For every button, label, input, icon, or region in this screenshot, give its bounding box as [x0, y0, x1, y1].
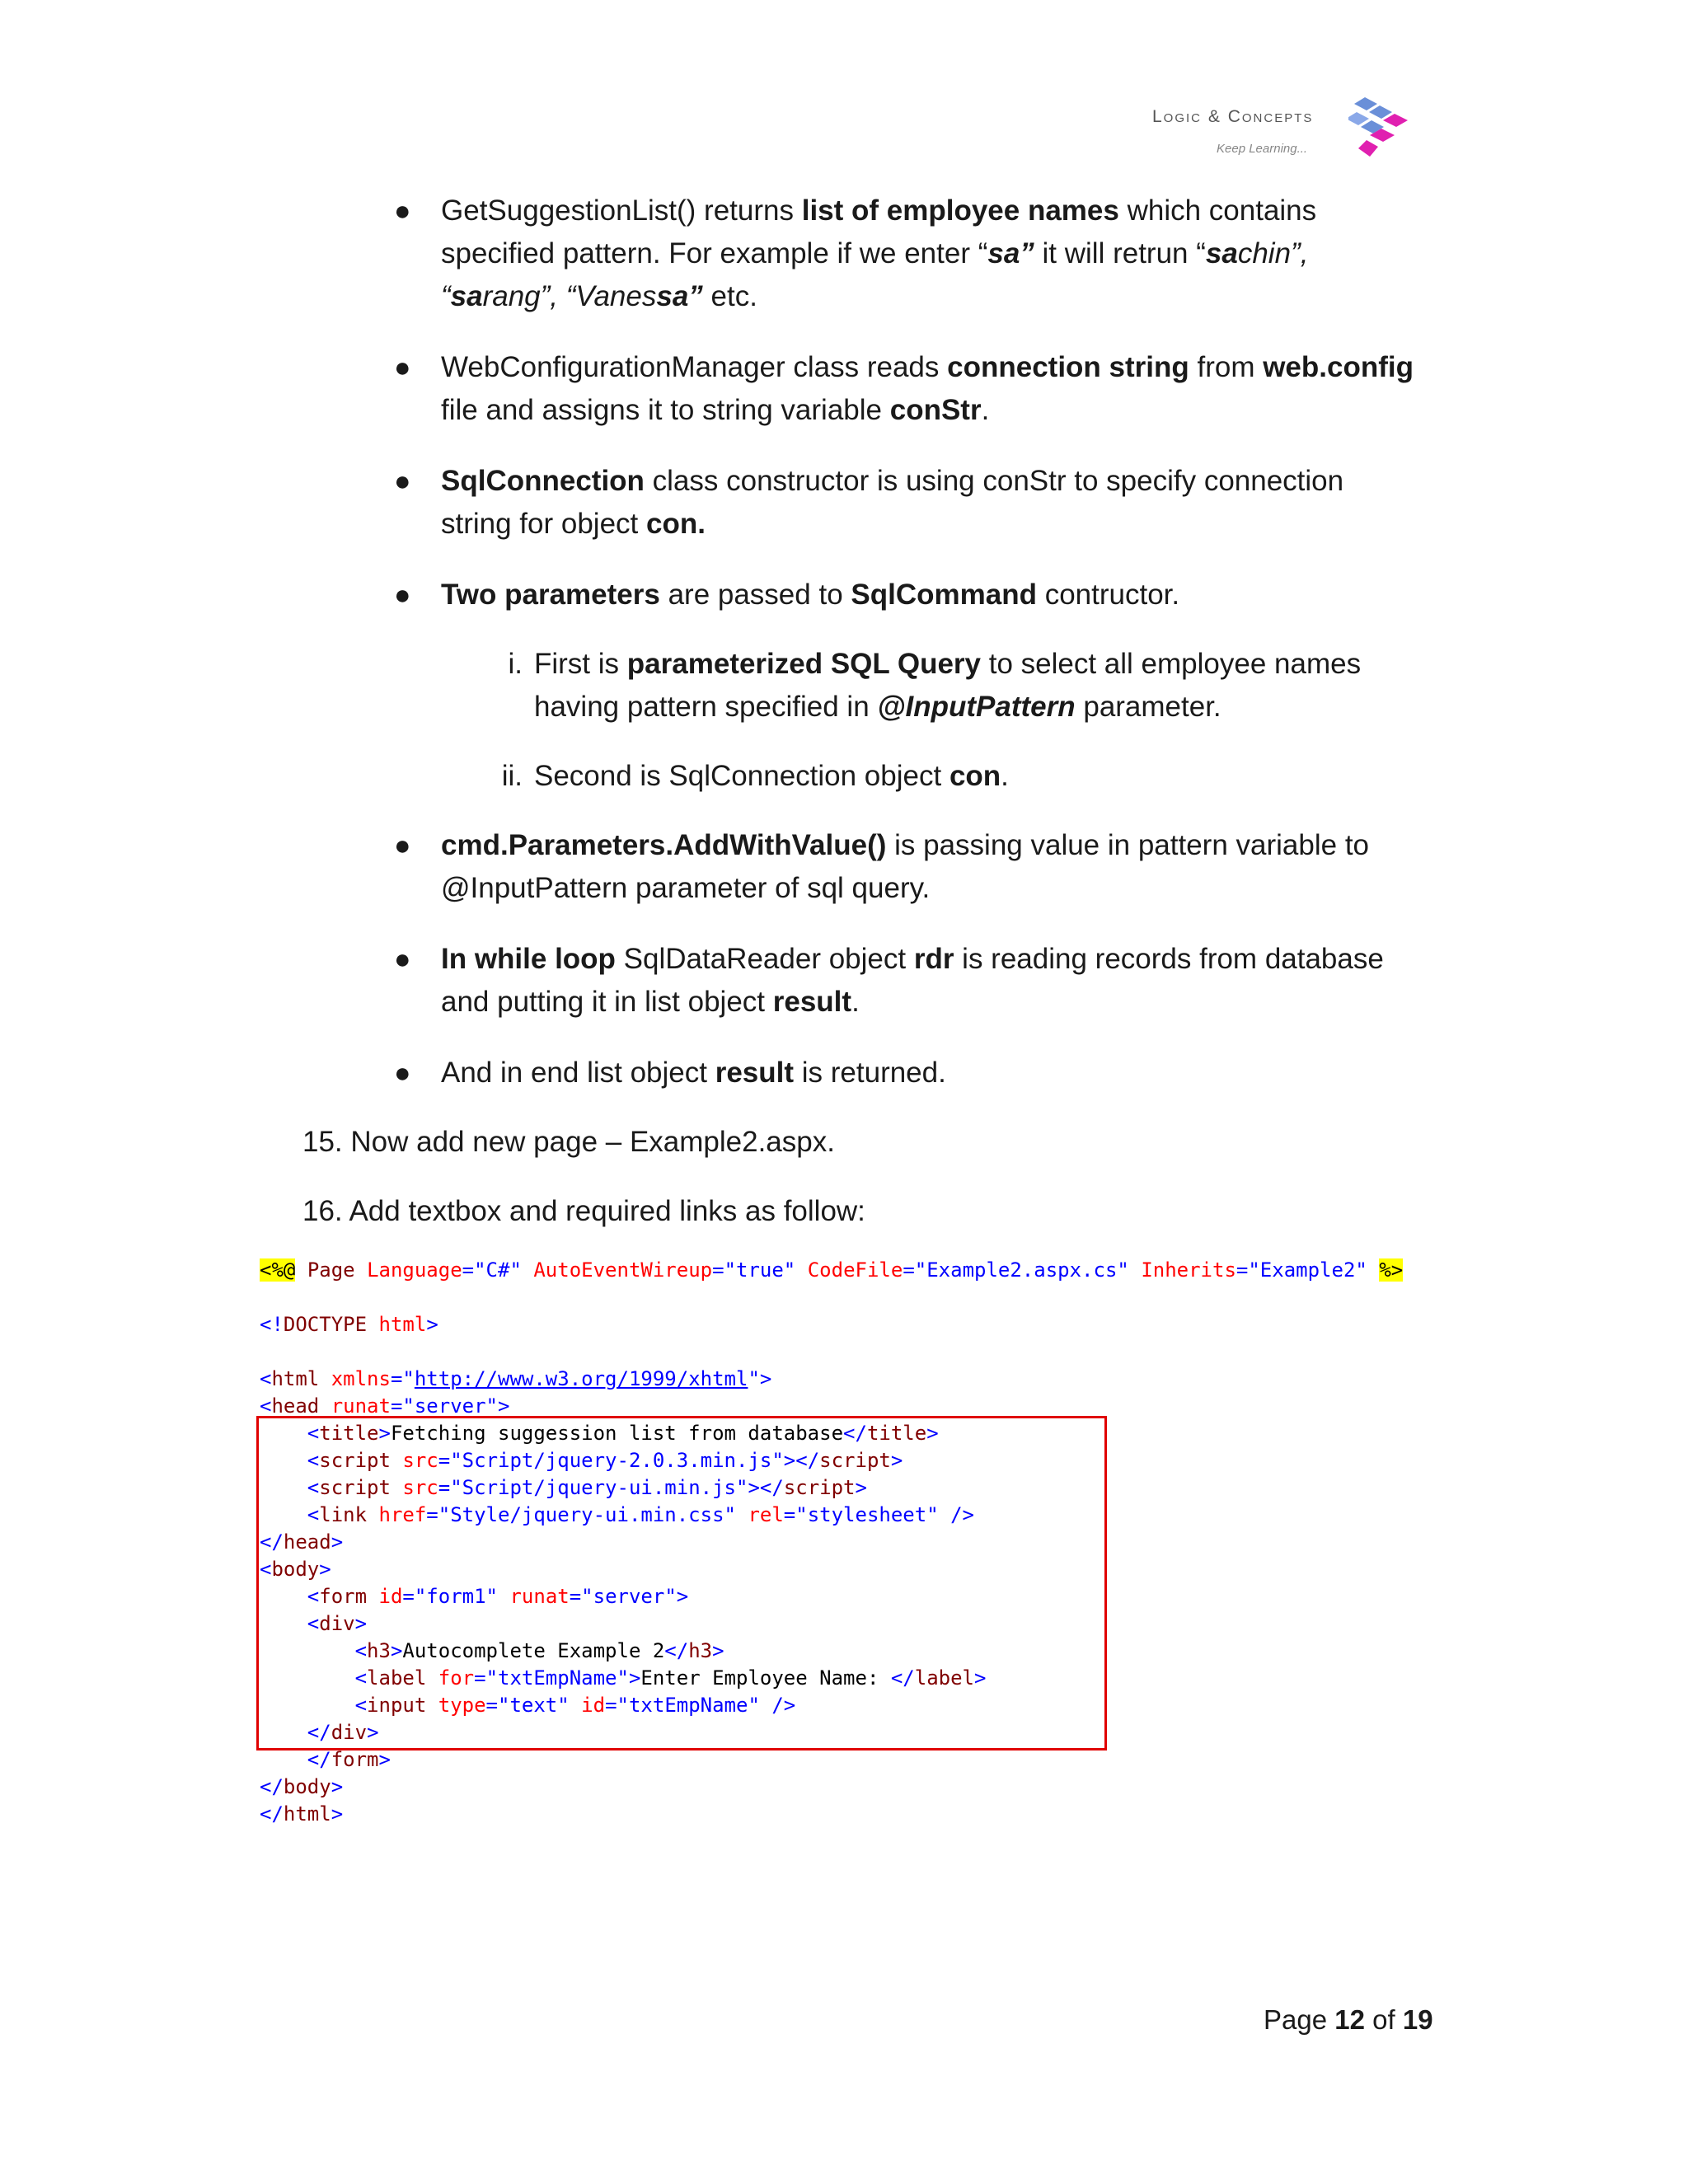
code-token: > — [378, 1748, 391, 1771]
code-token: > — [331, 1530, 344, 1554]
page-footer — [1264, 2004, 1433, 2036]
text-run: rang”, “Vanes — [482, 280, 657, 312]
code-line — [260, 1366, 1414, 1393]
code-token — [319, 1367, 331, 1390]
code-token: </ — [260, 1530, 284, 1554]
code-token: = — [438, 1449, 451, 1472]
code-token: "Style/jquery-ui.min.css" — [438, 1503, 736, 1526]
code-token: "form1" — [414, 1585, 499, 1608]
code-token: = — [390, 1394, 403, 1418]
text-run: it will retrun “ — [1034, 237, 1206, 269]
code-token: < — [354, 1694, 368, 1717]
code-token: > — [331, 1775, 344, 1798]
code-token: > — [628, 1666, 641, 1690]
text-run: file and assigns it to string variable — [441, 394, 890, 426]
code-token: CodeFile — [807, 1258, 903, 1282]
bullet-item — [394, 190, 1422, 318]
text-run: SqlConnection — [441, 465, 645, 497]
code-token: Language — [367, 1258, 462, 1282]
code-token: > — [354, 1612, 368, 1635]
code-token: > — [498, 1394, 510, 1418]
bullet-item — [394, 938, 1422, 1024]
bullet-dot-icon: ● — [394, 352, 411, 383]
code-token: src — [402, 1476, 438, 1499]
code-token: <! — [260, 1313, 284, 1336]
code-token: label — [367, 1666, 427, 1690]
code-token: "txtEmpName" — [617, 1694, 760, 1717]
code-token: </ — [260, 1802, 284, 1825]
code-token: </ — [260, 1775, 284, 1798]
code-token: = — [1236, 1258, 1249, 1282]
code-token: > — [331, 1802, 344, 1825]
code-token: script — [819, 1449, 891, 1472]
text-run: class constructor is using conStr to specify connection string for object — [441, 465, 1344, 540]
code-token: > — [759, 1367, 772, 1390]
page-total: 19 — [1402, 2004, 1433, 2035]
code-token: Enter Employee Name: — [640, 1666, 891, 1690]
page-of-label: of — [1372, 2004, 1395, 2035]
code-token: "server" — [581, 1585, 677, 1608]
code-token — [1129, 1258, 1141, 1282]
bullet-dot-icon: ● — [394, 1057, 411, 1089]
code-token: script — [783, 1476, 856, 1499]
code-token: ></ — [783, 1449, 820, 1472]
text-run: . — [851, 986, 860, 1018]
bullet-dot-icon: ● — [394, 830, 411, 861]
code-token: form — [319, 1585, 368, 1608]
code-token — [260, 1748, 307, 1771]
code-token: < — [307, 1503, 320, 1526]
sub-item — [508, 643, 1424, 729]
numbered-step: 15. Now add new page – Example2.aspx. — [302, 1126, 835, 1158]
text-run: chin”, “ — [441, 237, 1309, 312]
text-run: contructor. — [1036, 579, 1180, 611]
code-token: "Example2" — [1248, 1258, 1367, 1282]
bullet-dot-icon: ● — [394, 195, 411, 227]
code-token: "true" — [724, 1258, 796, 1282]
code-token: body — [271, 1558, 320, 1581]
code-token: /> — [759, 1694, 796, 1717]
code-token: = — [402, 1585, 415, 1608]
text-run: First is — [534, 648, 627, 680]
text-run: which contains specified pattern. For example if we enter “ — [441, 194, 1317, 269]
code-token — [367, 1313, 378, 1336]
text-run: SqlCommand — [851, 579, 1037, 611]
text-run: connection string — [947, 351, 1189, 383]
code-token: script — [319, 1476, 391, 1499]
bullet-item — [394, 824, 1422, 910]
code-token: < — [307, 1449, 320, 1472]
code-token: "stylesheet" — [795, 1503, 939, 1526]
code-token: body — [283, 1775, 331, 1798]
code-line — [260, 1774, 1414, 1801]
text-run: is passing value in pattern variable to @InputPattern parameter of sql query. — [441, 829, 1370, 904]
code-token: "Script/jquery-2.0.3.min.js" — [450, 1449, 784, 1472]
code-token: title — [866, 1422, 927, 1445]
code-token: label — [914, 1666, 974, 1690]
code-line — [260, 1338, 1414, 1366]
code-token: html — [283, 1802, 331, 1825]
code-token: ></ — [748, 1476, 784, 1499]
text-run: list of employee names — [801, 194, 1119, 227]
text-run: result — [715, 1057, 795, 1089]
code-token: id — [581, 1694, 606, 1717]
code-line — [260, 1284, 1414, 1311]
code-line — [260, 1801, 1414, 1828]
code-token: <%@ — [260, 1258, 296, 1282]
text-run: is reading records from database and putting it in list object — [441, 943, 1384, 1018]
code-token: src — [402, 1449, 438, 1472]
bullet-item — [394, 574, 1422, 616]
logo-text: Logic & Concepts — [1152, 107, 1314, 126]
sub-item-number: ii. — [501, 760, 523, 792]
code-token — [295, 1258, 307, 1282]
code-token — [355, 1258, 367, 1282]
code-token: < — [260, 1558, 272, 1581]
bullet-item — [394, 1052, 1422, 1094]
code-token: "server" — [402, 1394, 498, 1418]
code-token: = — [462, 1258, 475, 1282]
code-token: = — [783, 1503, 796, 1526]
code-token: < — [307, 1476, 320, 1499]
bullet-item — [394, 460, 1422, 546]
code-token: = — [712, 1258, 724, 1282]
code-token: xmlns — [331, 1367, 391, 1390]
code-token: "C#" — [474, 1258, 522, 1282]
text-run: sa” — [987, 237, 1034, 269]
code-token: html — [378, 1313, 427, 1336]
text-run: to select all employee names having pattern specified in — [534, 648, 1362, 723]
code-token: head — [283, 1530, 331, 1554]
code-token: " — [748, 1367, 760, 1390]
code-token: Page — [307, 1258, 355, 1282]
code-token: http://www.w3.org/1999/xhtml — [414, 1367, 748, 1390]
text-run: result — [772, 986, 852, 1018]
code-token: > — [367, 1721, 379, 1744]
code-token: < — [354, 1639, 368, 1662]
text-run: Two parameters — [441, 579, 660, 611]
code-token: div — [331, 1721, 368, 1744]
code-token — [795, 1258, 807, 1282]
code-token — [522, 1258, 533, 1282]
bullet-dot-icon: ● — [394, 944, 411, 975]
code-token: > — [676, 1585, 689, 1608]
code-token: > — [378, 1422, 391, 1445]
text-run: con — [949, 760, 1001, 792]
text-run: conStr — [889, 394, 982, 426]
code-line — [260, 1311, 1414, 1338]
code-token: = — [569, 1585, 582, 1608]
text-run: parameter. — [1075, 691, 1221, 723]
text-run: rdr — [913, 943, 954, 975]
code-token: runat — [331, 1394, 391, 1418]
code-token — [1367, 1258, 1379, 1282]
code-token: < — [260, 1367, 272, 1390]
bullet-dot-icon: ● — [394, 466, 411, 497]
text-run: parameterized SQL Query — [626, 648, 982, 680]
code-token: > — [390, 1639, 403, 1662]
code-token: Autocomplete Example 2 — [402, 1639, 665, 1662]
code-token: Inherits — [1141, 1258, 1236, 1282]
code-token: script — [319, 1449, 391, 1472]
text-run: WebConfigurationManager class reads — [441, 351, 948, 383]
code-token: = — [474, 1666, 486, 1690]
sub-item — [501, 755, 1424, 798]
code-token: > — [974, 1666, 987, 1690]
code-token: < — [307, 1585, 320, 1608]
code-token: html — [271, 1367, 320, 1390]
text-run: are passed to — [659, 579, 851, 611]
code-token: < — [307, 1612, 320, 1635]
code-token: input — [367, 1694, 427, 1717]
code-token: link — [319, 1503, 368, 1526]
text-run: con. — [646, 508, 706, 540]
code-token: = — [426, 1503, 438, 1526]
code-token: = — [605, 1694, 617, 1717]
code-token: > — [712, 1639, 724, 1662]
text-run: Second is SqlConnection object — [534, 760, 950, 792]
code-token: type — [438, 1694, 486, 1717]
code-token: " — [402, 1367, 415, 1390]
code-token: "Script/jquery-ui.min.js" — [450, 1476, 748, 1499]
logo-tagline: Keep Learning... — [1217, 142, 1308, 156]
code-token: > — [319, 1558, 331, 1581]
code-token: form — [331, 1748, 379, 1771]
code-token: > — [926, 1422, 939, 1445]
text-run: @InputPattern — [877, 691, 1076, 723]
code-token: AutoEventWireup — [533, 1258, 713, 1282]
text-run: . — [1001, 760, 1009, 792]
code-token: Fetching suggession list from database — [390, 1422, 844, 1445]
code-token: id — [378, 1585, 403, 1608]
text-run: from — [1189, 351, 1264, 383]
logo-icon — [1348, 97, 1414, 159]
code-token: h3 — [367, 1639, 391, 1662]
text-run: cmd.Parameters.AddWithValue() — [441, 829, 887, 861]
code-token: < — [260, 1394, 272, 1418]
text-run: . — [981, 394, 990, 426]
code-token: </ — [890, 1666, 915, 1690]
code-token: > — [426, 1313, 438, 1336]
code-token: = — [903, 1258, 915, 1282]
sub-item-number: i. — [508, 648, 523, 680]
code-token: %> — [1379, 1258, 1404, 1282]
code-token: "Example2.aspx.cs" — [914, 1258, 1129, 1282]
code-token: </ — [664, 1639, 689, 1662]
code-token: > — [890, 1449, 903, 1472]
code-token: head — [271, 1394, 320, 1418]
text-run: sa — [1205, 237, 1238, 269]
text-run: GetSuggestionList() returns — [441, 194, 802, 227]
code-token: rel — [748, 1503, 784, 1526]
text-run: sa” — [656, 280, 703, 312]
code-token: "txtEmpName" — [485, 1666, 629, 1690]
logo — [1152, 97, 1424, 163]
bullet-item — [394, 346, 1422, 432]
code-line — [260, 1257, 1414, 1284]
text-run: etc. — [702, 280, 757, 312]
code-token: runat — [509, 1585, 570, 1608]
code-token: = — [485, 1694, 498, 1717]
text-run: And in end list object — [441, 1057, 715, 1089]
text-run: web.config — [1263, 351, 1414, 383]
code-token: for — [438, 1666, 475, 1690]
code-token: < — [307, 1422, 320, 1445]
code-token: title — [319, 1422, 379, 1445]
text-run: SqlDataReader object — [615, 943, 914, 975]
numbered-step: 16. Add textbox and required links as follow: — [302, 1195, 865, 1227]
code-token: = — [390, 1367, 403, 1390]
code-token: < — [354, 1666, 368, 1690]
code-token: /> — [938, 1503, 974, 1526]
bullet-dot-icon: ● — [394, 579, 411, 611]
code-token: h3 — [688, 1639, 713, 1662]
code-token: </ — [843, 1422, 867, 1445]
code-token: DOCTYPE — [283, 1313, 368, 1336]
code-token: </ — [307, 1721, 331, 1744]
text-run: In while loop — [441, 943, 616, 975]
code-token — [319, 1394, 331, 1418]
text-run: is returned. — [794, 1057, 946, 1089]
code-token: = — [438, 1476, 451, 1499]
page-label: Page — [1264, 2004, 1328, 2035]
page-number: 12 — [1334, 2004, 1365, 2035]
code-token: div — [319, 1612, 355, 1635]
code-token: > — [855, 1476, 867, 1499]
code-token: "text" — [498, 1694, 570, 1717]
text-run: sa — [450, 280, 483, 312]
code-token: </ — [307, 1748, 331, 1771]
code-token: href — [378, 1503, 427, 1526]
highlight-box — [256, 1416, 1107, 1750]
